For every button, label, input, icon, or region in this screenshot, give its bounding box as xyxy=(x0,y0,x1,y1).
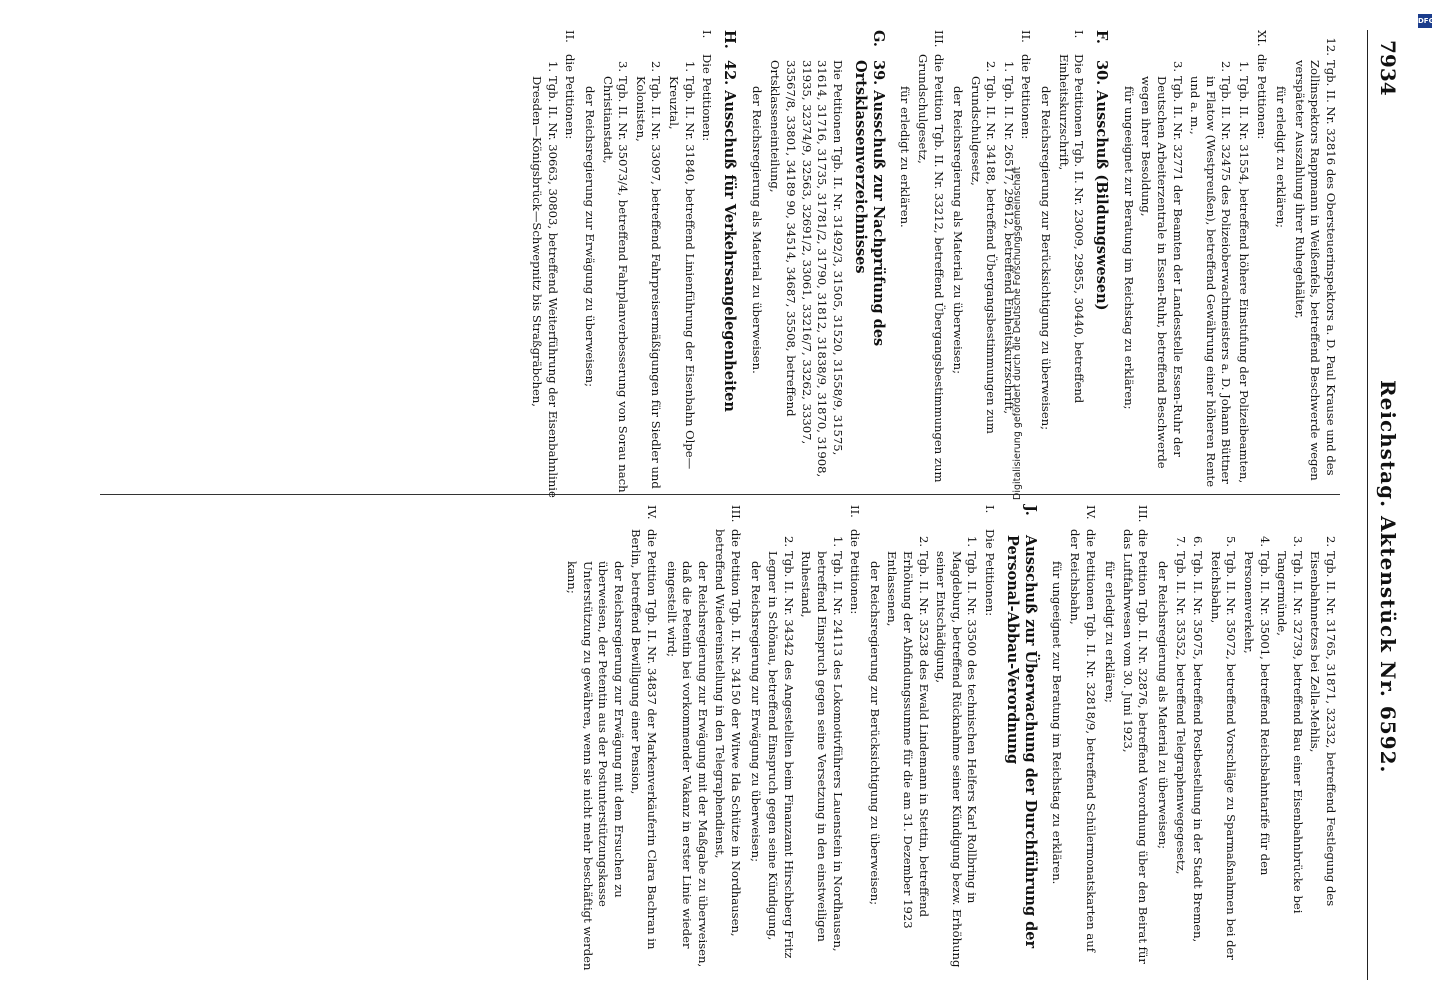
section-heading xyxy=(851,30,887,498)
item-number: H. xyxy=(721,30,739,49)
item-number: III. xyxy=(729,505,743,523)
item-text: der Reichsregierung zur Erwägung zu überweisen; xyxy=(583,86,598,388)
petition-subitem xyxy=(632,30,663,498)
item-text: 42. Ausschuß für Verkehrsangelegenheiten xyxy=(721,60,739,412)
item-number: 1. xyxy=(1001,60,1016,72)
item-number: 3. xyxy=(1290,535,1305,547)
resolution-text xyxy=(866,505,882,973)
item-text: die Petition Tgb. II. Nr. 32876, betreffend Verordnung über den Beirat für das Luftfahrwesen vom 30. Juni 1923, xyxy=(1120,529,1151,964)
item-text: Tgb. II. Nr. 32739, betreffend Bau einer Eisenbahnbrücke bei Tangermünde, xyxy=(1275,551,1305,914)
item-text: der Reichsregierung zur Erwägung zu überweisen; xyxy=(748,561,763,863)
petition-subitem xyxy=(1190,505,1206,973)
petition-subitem xyxy=(665,30,696,498)
item-number: 6. xyxy=(1191,535,1206,547)
item-text: die Petition Tgb. II. Nr. 34837 der Markenverkäuferin Clara Bachran in Berlin, betreffend Bewilligung einer Pension, xyxy=(629,529,660,950)
petition-group xyxy=(1067,505,1098,973)
item-text: Tgb. II. Nr. 35073/4, betreffend Fahrplanverbesserung von Sorau nach Christianstadt, xyxy=(600,76,631,493)
resolution-text xyxy=(897,30,913,498)
item-text: der Reichsregierung als Material zu überweisen; xyxy=(951,86,966,375)
item-text: Tgb. II. Nr. 35352, betreffend Telegraphenwegegesetz, xyxy=(1173,551,1188,875)
section-heading xyxy=(1092,30,1110,498)
left-column xyxy=(527,30,1338,498)
item-text: Die Petitionen Tgb. II. Nr. 31492/3, 31505, 31520, 31558/9, 31575, 31614, 31716, 31735, 31781/2, 31790, 31812, 31838/9, 31870, 31908, 31935, 32374/9, 32563, 32691/2, 33061, 33216/7, 33262, 33307, 33567/8, 33801, 34189 90, 34514, 34687, 35508, betreffend Ortsklasseneinteilung, xyxy=(768,60,845,478)
resolution-text xyxy=(748,30,764,498)
item-number: 1. xyxy=(545,60,560,72)
petition-subitem xyxy=(1240,505,1271,973)
item-text: die Petition Tgb. II. Nr. 34150 der Witwe Ida Schütze in Nordhausen, betreffend Wiedereinstellung in den Telegraphendienst, xyxy=(713,529,743,937)
item-text: Tgb. II. Nr. 35238 des Ewald Lindemann in Stettin, betreffend Erhöhung der Abfindungssumme für die am 31. Dezember 1923 Entlassenen, xyxy=(885,551,931,929)
item-number: II. xyxy=(563,30,578,43)
item-number: 3. xyxy=(616,60,631,72)
item-number: 4. xyxy=(1257,535,1272,547)
item-text: für ungeeignet zur Beratung im Reichstag zu erklären. xyxy=(1050,561,1065,885)
item-text: die Petitionen: xyxy=(848,529,863,615)
item-text: Die Petitionen: xyxy=(982,529,997,617)
item-number: I. xyxy=(982,505,997,514)
item-text: Tgb. II. Nr. 32475 des Polizeioberwachtmeisters a. D. Johann Büttner in Flatow (Westpreußen), betreffend Gewährung einer höheren Rente und a. m., xyxy=(1188,76,1234,488)
item-number: 1. xyxy=(965,535,980,547)
petition-subitem xyxy=(1274,505,1305,973)
petition-subitem xyxy=(933,505,980,973)
resolution-text xyxy=(563,505,625,973)
item-text: Tgb. II. Nr. 30663, 30803, betreffend Weiterführung der Eisenbahnlinie Dresden—Königsbrück—Schwepnitz bis Straßgräbchen, xyxy=(530,76,560,498)
resolution-text xyxy=(1154,505,1170,973)
item-text: 39. Ausschuß zur Nachprüfung des Ortsklassenverzeichnisses xyxy=(851,60,887,347)
header-rule xyxy=(1367,30,1368,980)
resolution-text xyxy=(1273,30,1289,498)
petition-group xyxy=(712,505,743,973)
petition-subitem xyxy=(1307,505,1338,973)
item-text: der Reichsregierung als Material zu überweisen. xyxy=(749,86,764,374)
petition-subitem xyxy=(1207,505,1238,973)
resolution-text xyxy=(663,505,710,973)
resolution-text xyxy=(950,30,966,498)
item-text: für ungeeignet zur Beratung im Reichstag zu erklären; xyxy=(1121,86,1136,410)
resolution-text xyxy=(1120,30,1136,498)
item-number: I. xyxy=(1072,30,1087,39)
item-number: 2. xyxy=(649,60,664,72)
item-number: 2. xyxy=(1219,60,1234,72)
item-number: 2. xyxy=(1324,535,1338,547)
item-text: Ausschuß zur Überwachung der Durchführung der Personal-Abbau-Verordnung xyxy=(1003,535,1039,949)
item-text: 30. Ausschuß (Bildungswesen) xyxy=(1093,60,1111,311)
item-text: Tgb. II. Nr. 32771 der Beamten der Landesstelle Essen-Ruhr der Deutschen Arbeiterzentrale in Essen-Ruhr, betreffend Beschwerde wegen ihrer Besoldung, xyxy=(1139,76,1185,469)
petition-group xyxy=(914,30,945,498)
petition-subitem xyxy=(884,505,931,973)
item-text: der Reichsregierung als Material zu überweisen; xyxy=(1156,561,1171,850)
petition-group xyxy=(1119,505,1150,973)
item-number: III. xyxy=(931,30,946,48)
item-number: 1. xyxy=(1237,60,1252,72)
item-text: Tgb. II. Nr. 34188, betreffend Übergangsbestimmungen zum Grundschulgesetz, xyxy=(968,76,999,434)
item-text: der Reichsregierung zur Berücksichtigung zu überweisen; xyxy=(867,561,882,906)
resolution-text xyxy=(581,30,597,498)
item-number: III. xyxy=(1136,505,1151,523)
item-text: Tgb. II. Nr. 33097, betreffend Fahrpreisermäßigungen für Siedler und Kolonisten, xyxy=(633,76,664,489)
item-number: G. xyxy=(869,30,887,47)
item-number: 12. xyxy=(1324,37,1338,56)
item-text: der Reichsregierung zur Erwägung mit dem Ersuchen zu überweisen, der Petentin aus der Postunterstützungskasse Unterstützung zu gewähren, wenn sie nicht mehr beschäftigt werden kann; xyxy=(565,561,626,971)
petition-subitem xyxy=(765,505,796,973)
item-number: 1. xyxy=(682,60,697,72)
item-number: IV. xyxy=(1083,505,1098,520)
petition-subitem xyxy=(1172,505,1188,973)
item-text: der Reichsregierung zur Erwägung mit der Maßgabe zu überweisen, daß die Petentin bei vorkommender Vakanz in erster Linie wieder eingestellt wird; xyxy=(664,561,710,968)
item-text: Tgb. II. Nr. 35075, betreffend Postbestellung in der Stadt Bremen, xyxy=(1191,551,1206,943)
petition-subitem xyxy=(529,30,560,498)
item-text: Die Petitionen Tgb. II. Nr. 23009, 29855, 30440, betreffend Einheitskurzschrift, xyxy=(1056,54,1087,404)
item-number: II. xyxy=(1019,30,1034,43)
item-number: 1. xyxy=(830,535,845,547)
petition-subitem xyxy=(798,505,845,973)
resolution-text xyxy=(747,505,763,973)
item-text: der Reichsregierung zur Berücksichtigung zu überweisen; xyxy=(1039,86,1054,431)
petition-text xyxy=(767,30,845,498)
item-number: 2. xyxy=(781,535,796,547)
item-text: Tgb. II. Nr. 24113 des Lokomotivführers Lauenstein in Nordhausen, betreffend Einspruch gegen seine Versetzung in den einstweiligen Ruhestand, xyxy=(799,551,845,952)
item-number: 7. xyxy=(1173,535,1188,547)
item-text: Tgb. II. Nr. 35072, betreffend Vorschläge zu Sparmaßnahmen bei der Reichsbahn, xyxy=(1208,551,1239,960)
item-text: die Petitionen: xyxy=(1254,54,1269,140)
item-text: Tgb. II. Nr. 31554, betreffend höhere Einstufung der Polizeibeamten, xyxy=(1237,76,1252,484)
item-number: 3. xyxy=(1170,60,1185,72)
right-column xyxy=(560,505,1338,973)
petition-subitem xyxy=(1138,30,1185,498)
item-number: IV. xyxy=(645,505,660,520)
petition-group xyxy=(628,505,659,973)
item-number: I. xyxy=(700,30,715,39)
page-header xyxy=(1362,0,1422,1000)
item-text: Tgb. II. Nr. 31840, betreffend Linienführung der Eisenbahn Olpe—Kreuztal, xyxy=(667,76,697,470)
item-text: Tgb. II. Nr. 33500 des technischen Helfers Karl Rollbring in Magdeburg, betreffend Rücknahme seiner Kündigung bezw. Erhöhung seiner Entschädigung, xyxy=(934,551,980,968)
section-heading xyxy=(1003,505,1039,973)
item-text: Tgb. II. Nr. 35001, betreffend Reichsbahntarife für den Personenverkehr, xyxy=(1242,551,1272,876)
item-text: die Petition Tgb. II. Nr. 33212, betreffend Übergangsbestimmungen zum Grundschulgesetz, xyxy=(915,54,946,483)
item-text: Die Petitionen: xyxy=(700,54,715,142)
item-text: die Petitionen Tgb. II. Nr. 32818/9, betreffend Schülermonatskarten auf der Reichsbahn, xyxy=(1068,529,1098,953)
item-text: Tgb. II. Nr. 32816 des Obersteuerinspektors a. D. Paul Krause und des Zollinspektors Rappmann in Weißenfels, betreffend Beschwerde wegen verspäteter Auszahlung ihrer Ruhegehälter, xyxy=(1292,60,1338,481)
item-text: für erledigt zu erklären; xyxy=(1103,561,1118,703)
petition-subitem xyxy=(599,30,630,498)
item-text: Tgb. II. Nr. 26517, 29612, betreffend Einheitskurzschrift, xyxy=(1001,76,1016,415)
petition-subitem xyxy=(1187,30,1234,498)
resolution-text xyxy=(1102,505,1118,973)
petition-item xyxy=(1291,30,1338,498)
petition-group xyxy=(981,505,997,973)
petition-group xyxy=(1055,30,1086,498)
item-number: II. xyxy=(848,505,863,518)
item-text: für erledigt zu erklären. xyxy=(898,86,913,228)
petition-group xyxy=(1253,30,1269,498)
resolution-text xyxy=(1038,30,1054,498)
item-number: 5. xyxy=(1224,535,1239,547)
item-number: F. xyxy=(1093,30,1111,44)
item-number: 2. xyxy=(916,535,931,547)
digitization-credit: Digitalisierung gefördert durch die Deutsche Forschungsgemeinschaft xyxy=(1012,166,1023,500)
item-text: für erledigt zu erklären; xyxy=(1274,86,1289,228)
item-number: 2. xyxy=(984,60,999,72)
dfg-logo: DFG xyxy=(1418,14,1432,28)
item-number: XI. xyxy=(1254,30,1269,47)
petition-group xyxy=(847,505,863,973)
petition-subitem xyxy=(1235,30,1251,498)
item-text: die Petitionen: xyxy=(563,54,578,140)
item-text: Tgb. II. Nr. 34342 des Angestellten beim Finanzamt Hirschberg Fritz Legner in Schönau, betreffend Einspruch gegen seine Kündigung, xyxy=(766,551,796,959)
page-title: Reichstag. Aktenstück Nr. 6592. xyxy=(1376,380,1400,774)
item-number: J. xyxy=(1021,505,1039,516)
resolution-text xyxy=(1049,505,1065,973)
petition-subitem xyxy=(967,30,998,498)
section-heading xyxy=(720,30,738,498)
page-number: 7934 xyxy=(1376,40,1400,96)
item-text: Tgb. II. Nr. 31765, 31871, 32332, betreffend Festlegung des Eisenbahnnetzes bei Zella-Mehlis, xyxy=(1308,551,1338,907)
petition-group xyxy=(699,30,715,498)
item-text: die Petitionen: xyxy=(1019,54,1034,140)
petition-group xyxy=(562,30,578,498)
